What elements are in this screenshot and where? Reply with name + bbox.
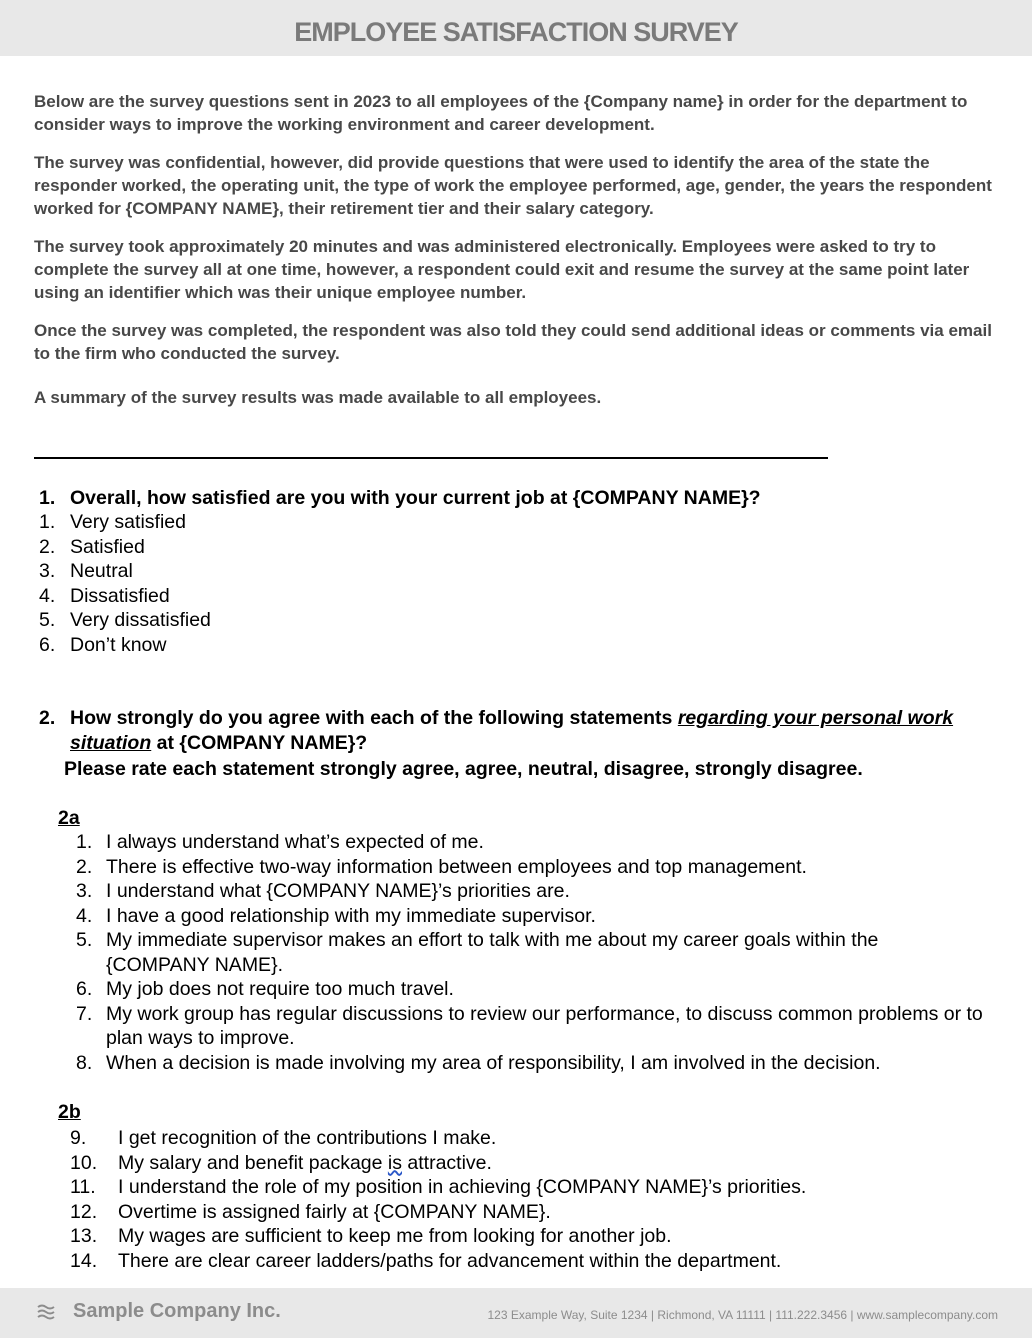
intro-paragraph: Once the survey was completed, the respondent was also told they could send additional ideas or comments via email to the firm who conducted the survey. [34,321,992,363]
company-name: Sample Company Inc. [73,1300,281,1322]
option-item: 5. Very dissatisfied [39,609,211,631]
spellcheck-mark: is [387,1151,402,1174]
intro-paragraph: Below are the survey questions sent in 2023 to all employees of the {Company name} in order for the department to consider ways to improve the working environment and career development. [34,92,968,134]
emphasized-text: regarding your personal work situation [70,707,954,754]
statement-item: 10. My salary and benefit package is attractive. [70,1151,492,1174]
option-item: 4. Dissatisfied [39,584,170,607]
option-item: 3. Neutral [39,560,133,582]
question-2 [39,706,969,756]
page-footer [0,1288,1032,1338]
contact-info: 123 Example Way, Suite 1234 | Richmond, VA 11111 | 111.222.3456 | www.samplecompany.com [487,1308,998,1322]
statement-item: 7. My work group has regular discussions to review our performance, to discuss common problems or to plan ways to improve. [76,1002,983,1049]
statement-item: 6. My job does not require too much travel. [76,978,454,1000]
question-number: 2. [39,707,56,729]
statement-item: 14. There are clear career ladders/paths for advancement within the department. [70,1249,782,1272]
question-instruction: Please rate each statement strongly agree, agree, neutral, disagree, strongly disagree. [64,758,863,780]
statement-item: 3. I understand what {COMPANY NAME}’s priorities are. [76,880,570,902]
section-label-2a: 2a [58,807,80,829]
intro-paragraph: A summary of the survey results was made available to all employees. [34,388,602,407]
question-1 [39,486,979,511]
section-label-2b: 2b [58,1101,81,1123]
section-2a-items [76,830,986,1075]
question-text: Overall, how satisfied are you with your current job at {COMPANY NAME}? [70,487,761,509]
statement-item: 1. I always understand what’s expected of me. [76,831,484,853]
option-item: 2. Satisfied [39,535,145,558]
wavy-lines-logo-icon [37,1303,55,1321]
question-number: 1. [39,487,56,509]
section-2b-items [70,1126,990,1273]
page-title: EMPLOYEE SATISFACTION SURVEY [294,17,738,47]
statement-item: 9. I get recognition of the contributions I make. [70,1127,497,1149]
page-header [0,0,1032,56]
statement-item: 4. I have a good relationship with my immediate supervisor. [76,904,596,927]
statement-item: 2. There is effective two-way information between employees and top management. [76,855,807,878]
statement-item: 13. My wages are sufficient to keep me from looking for another job. [70,1225,672,1247]
statement-item: 11. I understand the role of my position in achieving {COMPANY NAME}’s priorities. [70,1176,807,1198]
option-item: 6. Don’t know [39,633,167,656]
intro-paragraph: The survey was confidential, however, did provide questions that were used to identify the area of the state the responder worked, the operating unit, the type of work the employee performed, age, gender, the years the respondent worked for {COMPANY NAME}, their retirement tier and their salary category. [34,153,992,218]
option-item: 1. Very satisfied [39,511,186,533]
intro-paragraph: The survey took approximately 20 minutes and was administered electronically. Employees were asked to try to complete the survey all at one time, however, a respondent could exit and resume the survey at the same point later using an identifier which was their unique employee number. [34,237,970,302]
question-text: How strongly do you agree with each of the following statements regarding your personal work situation at {COMPANY NAME}? [70,707,954,754]
statement-item: 8. When a decision is made involving my area of responsibility, I am involved in the decision. [76,1051,881,1074]
statement-item: 5. My immediate supervisor makes an effort to talk with me about my career goals within the {COMPANY NAME}. [76,929,879,976]
question-1-options [39,510,439,657]
divider [34,457,828,459]
intro-text [34,90,994,424]
statement-item: 12. Overtime is assigned fairly at {COMPANY NAME}. [70,1200,551,1223]
